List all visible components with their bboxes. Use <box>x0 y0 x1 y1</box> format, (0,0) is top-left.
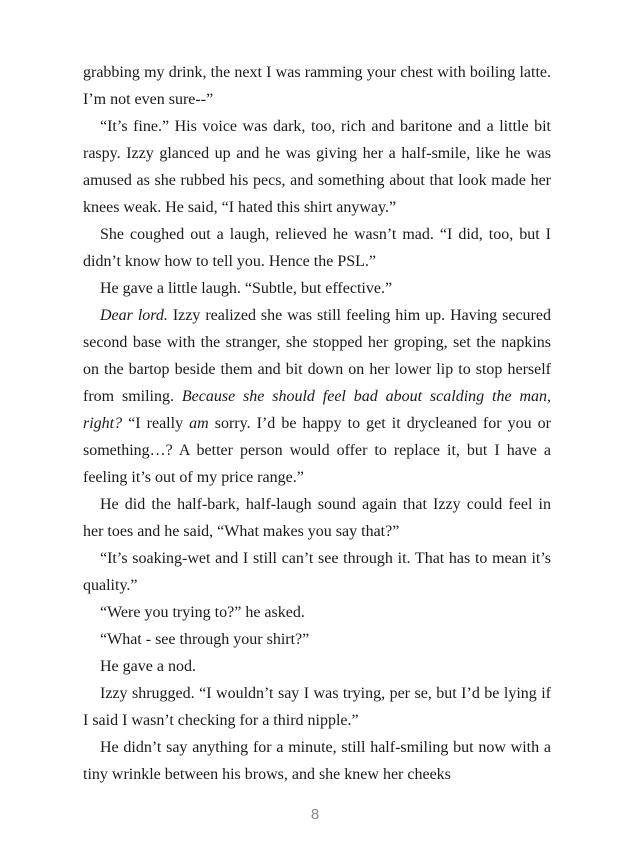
paragraph-4: He gave a little laugh. “Subtle, but effective.” <box>100 280 393 297</box>
paragraph-3: She coughed out a laugh, relieved he wasn’t mad. “I did, too, but I didn’t know how to tell you. Hence the PSL.” <box>83 226 551 270</box>
italic-phrase: Dear lord. <box>100 307 168 324</box>
paragraph-5: Dear lord. Izzy realized she was still feeling him up. Having secured second base with the stranger, she stopped her groping, set the napkins on the bartop beside them and bit down on her lower lip to stop herself from smiling. Because she should feel bad about scalding the man, right? “I really am sorry. I’d be happy to get it drycleaned for you or something…? A better person would offer to replace it, but I have a feeling it’s out of my price range.” <box>83 307 552 486</box>
paragraph-9: “What - see through your shirt?” <box>100 631 310 648</box>
paragraph-1: grabbing my drink, the next I was ramming your chest with boiling latte. I’m not even sure--” <box>83 64 551 108</box>
italic-phrase: Because she should feel bad about scalding the man, right? <box>83 388 551 432</box>
page-number: 8 <box>310 806 320 823</box>
paragraph-8: “Were you trying to?” he asked. <box>100 604 305 621</box>
paragraph-11: Izzy shrugged. “I wouldn’t say I was trying, per se, but I’d be lying if I said I wasn’t checking for a third nipple.” <box>83 685 551 729</box>
paragraph-12: He didn’t say anything for a minute, still half-smiling but now with a tiny wrinkle between his brows, and she knew her cheeks <box>83 739 551 783</box>
page-body <box>83 59 551 788</box>
paragraph-2: “It’s fine.” His voice was dark, too, rich and baritone and a little bit raspy. Izzy glanced up and he was giving her a half-smile, like he was amused as she rubbed his pecs, and something about that look made her knees weak. He said, “I hated this shirt anyway.” <box>83 118 551 216</box>
paragraph-7: “It’s soaking-wet and I still can’t see through it. That has to mean it’s quality.” <box>83 550 551 594</box>
paragraph-6: He did the half-bark, half-laugh sound again that Izzy could feel in her toes and he said, “What makes you say that?” <box>83 496 551 540</box>
italic-word: am <box>189 415 209 432</box>
paragraph-10: He gave a nod. <box>100 658 196 675</box>
